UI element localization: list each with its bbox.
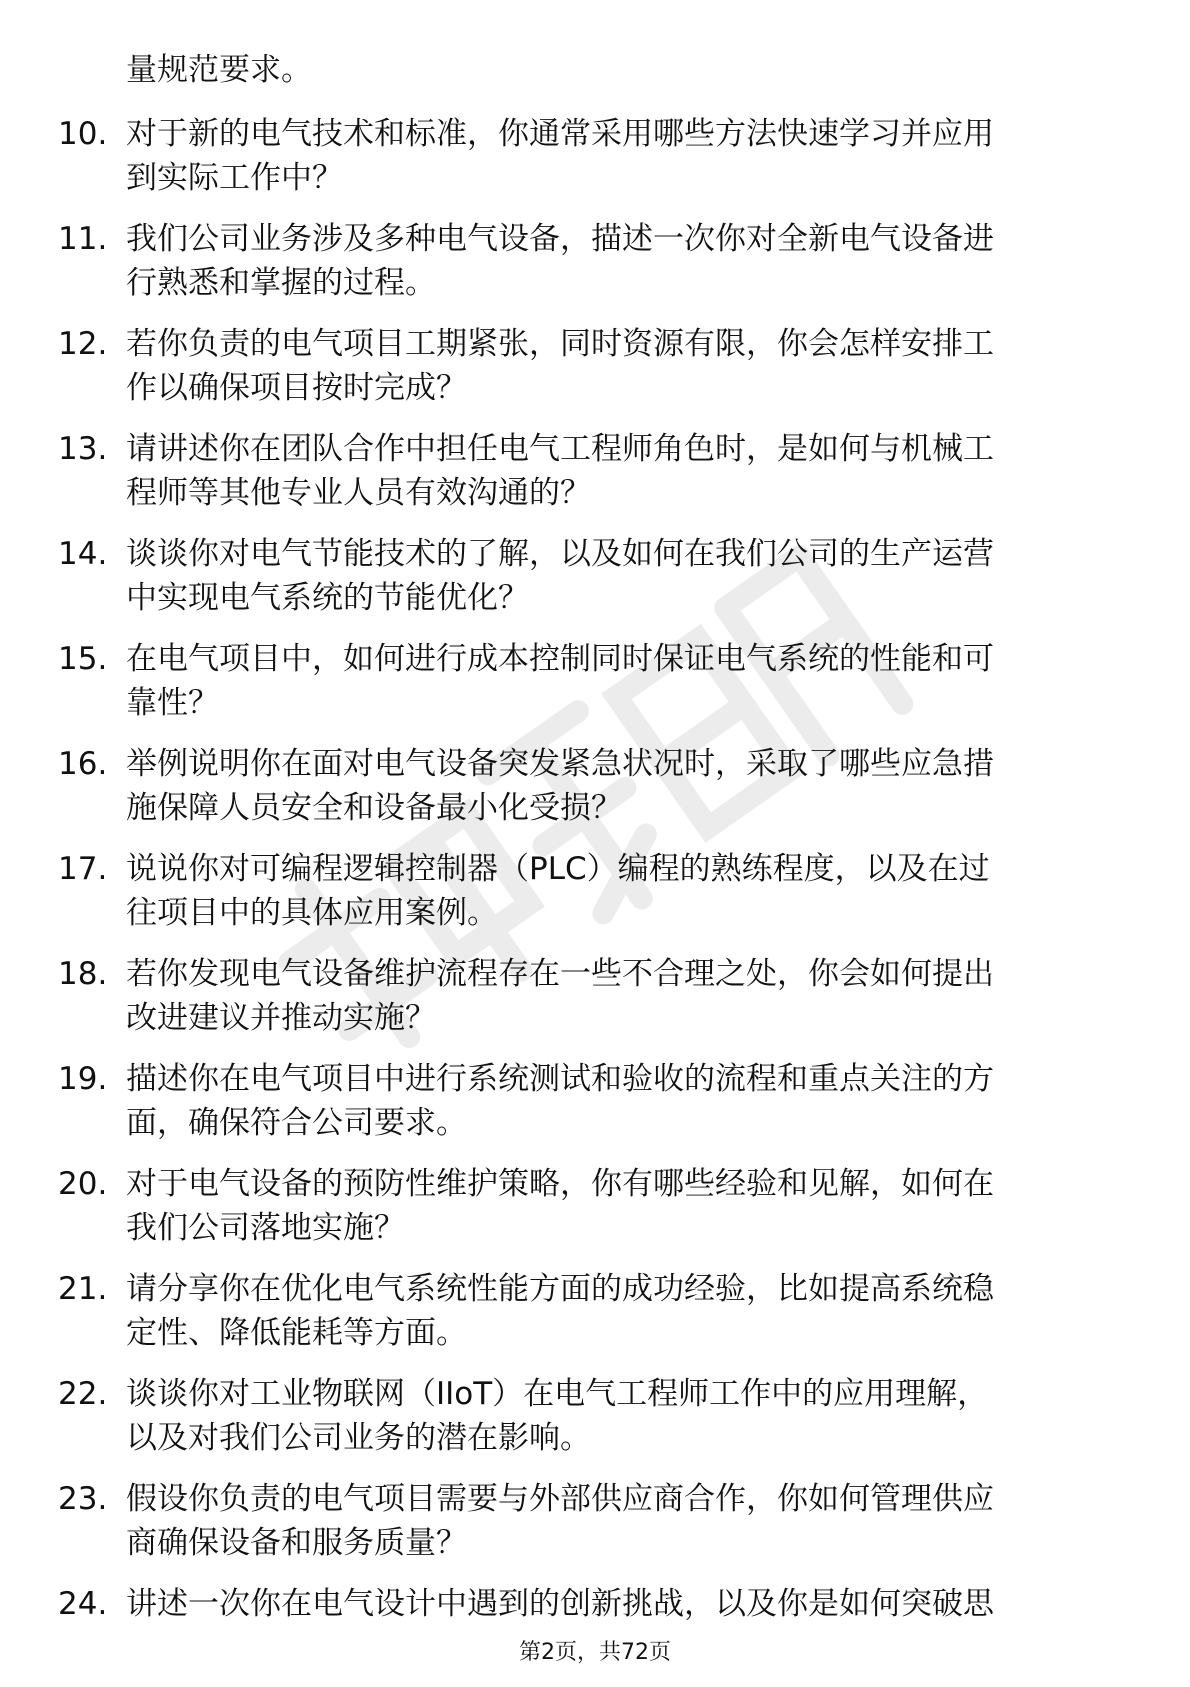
item-number: 17.: [58, 851, 108, 887]
item-text-line: 商确保设备和服务质量？: [126, 1525, 467, 1561]
item-text-line: 举例说明你在面对电气设备突发紧急状况时，采取了哪些应急措: [126, 746, 994, 782]
question-list: [0, 112, 1190, 1687]
item-text-line: 改进建议并推动实施？: [126, 1000, 436, 1036]
item-number: 20.: [58, 1166, 108, 1202]
item-number: 18.: [58, 956, 108, 992]
item-number: 15.: [58, 641, 108, 677]
list-item: [0, 532, 1190, 637]
item-text-line: 施保障人员安全和设备最小化受损？: [126, 790, 622, 826]
item-text-line: 若你负责的电气项目工期紧张，同时资源有限，你会怎样安排工: [126, 326, 994, 362]
item-number: 21.: [58, 1271, 108, 1307]
list-item: [0, 217, 1190, 322]
item-text: [126, 1372, 1106, 1460]
item-text-line: 说说你对可编程逻辑控制器（PLC）编程的熟练程度，以及在过: [126, 851, 990, 887]
item-text: [126, 1582, 1106, 1626]
item-text-line: 在电气项目中，如何进行成本控制同时保证电气系统的性能和可: [126, 641, 994, 677]
item-text-line: 作以确保项目按时完成？: [126, 370, 467, 406]
item-text: [126, 847, 1106, 935]
list-item: [0, 322, 1190, 427]
item-text: [126, 532, 1106, 620]
item-text-line: 描述你在电气项目中进行系统测试和验收的流程和重点关注的方: [126, 1061, 994, 1097]
item-text-line: 我们公司落地实施？: [126, 1210, 405, 1246]
item-number: 19.: [58, 1061, 108, 1097]
item-number: 23.: [58, 1481, 108, 1517]
item-number: 12.: [58, 326, 108, 362]
item-text-line: 我们公司业务涉及多种电气设备，描述一次你对全新电气设备进: [126, 221, 994, 257]
item-text-line: 面，确保符合公司要求。: [126, 1105, 467, 1141]
list-item: [0, 427, 1190, 532]
item-text-line: 到实际工作中？: [126, 160, 343, 196]
item-text: [126, 742, 1106, 830]
list-item: [0, 952, 1190, 1057]
item-text: [126, 217, 1106, 305]
item-text: [126, 427, 1106, 515]
list-item: [0, 1057, 1190, 1162]
item-text-line: 靠性？: [126, 685, 219, 721]
list-item: [0, 1582, 1190, 1687]
item-number: 24.: [58, 1586, 108, 1622]
item-text: [126, 112, 1106, 200]
item-text-line: 对于新的电气技术和标准，你通常采用哪些方法快速学习并应用: [126, 116, 994, 152]
item-text-line: 假设你负责的电气项目需要与外部供应商合作，你如何管理供应: [126, 1481, 994, 1517]
item-number: 10.: [58, 116, 108, 152]
item-number: 16.: [58, 746, 108, 782]
item-text-line: 请讲述你在团队合作中担任电气工程师角色时，是如何与机械工: [126, 431, 994, 467]
item-text-line: 中实现电气系统的节能优化？: [126, 580, 529, 616]
item-text-line: 定性、降低能耗等方面。: [126, 1315, 467, 1351]
list-item: [0, 1372, 1190, 1477]
item-text-line: 若你发现电气设备维护流程存在一些不合理之处，你会如何提出: [126, 956, 994, 992]
item-text: [126, 1267, 1106, 1355]
list-item: [0, 1162, 1190, 1267]
item-text-line: 谈谈你对工业物联网（IIoT）在电气工程师工作中的应用理解，: [126, 1376, 989, 1412]
item-text-line: 对于电气设备的预防性维护策略，你有哪些经验和见解，如何在: [126, 1166, 994, 1202]
list-item: [0, 1477, 1190, 1582]
list-item: [0, 112, 1190, 217]
item-text: [126, 952, 1106, 1040]
item-number: 11.: [58, 221, 108, 257]
list-item: [0, 847, 1190, 952]
item-text-line: 往项目中的具体应用案例。: [126, 895, 498, 931]
list-item: [0, 1267, 1190, 1372]
item-text-line: 程师等其他专业人员有效沟通的？: [126, 475, 591, 511]
item-text: [126, 1477, 1106, 1565]
item-number: 22.: [58, 1376, 108, 1412]
item-text: [126, 637, 1106, 725]
item-text-line: 请分享你在优化电气系统性能方面的成功经验，比如提高系统稳: [126, 1271, 994, 1307]
item-text: [126, 322, 1106, 410]
item-number: 14.: [58, 536, 108, 572]
item-text-line: 谈谈你对电气节能技术的了解，以及如何在我们公司的生产运营: [126, 536, 994, 572]
item-text-line: 以及对我们公司业务的潜在影响。: [126, 1420, 591, 1456]
item-text-line: 行熟悉和掌握的过程。: [126, 265, 436, 301]
item-text-line: 讲述一次你在电气设计中遇到的创新挑战，以及你是如何突破思: [126, 1586, 994, 1622]
item-number: 13.: [58, 431, 108, 467]
list-item: [0, 742, 1190, 847]
list-item: [0, 637, 1190, 742]
page-footer: 第2页，共72页: [519, 1640, 671, 1665]
carryover-text: 量规范要求。: [126, 52, 312, 88]
item-text: [126, 1057, 1106, 1145]
item-text: [126, 1162, 1106, 1250]
